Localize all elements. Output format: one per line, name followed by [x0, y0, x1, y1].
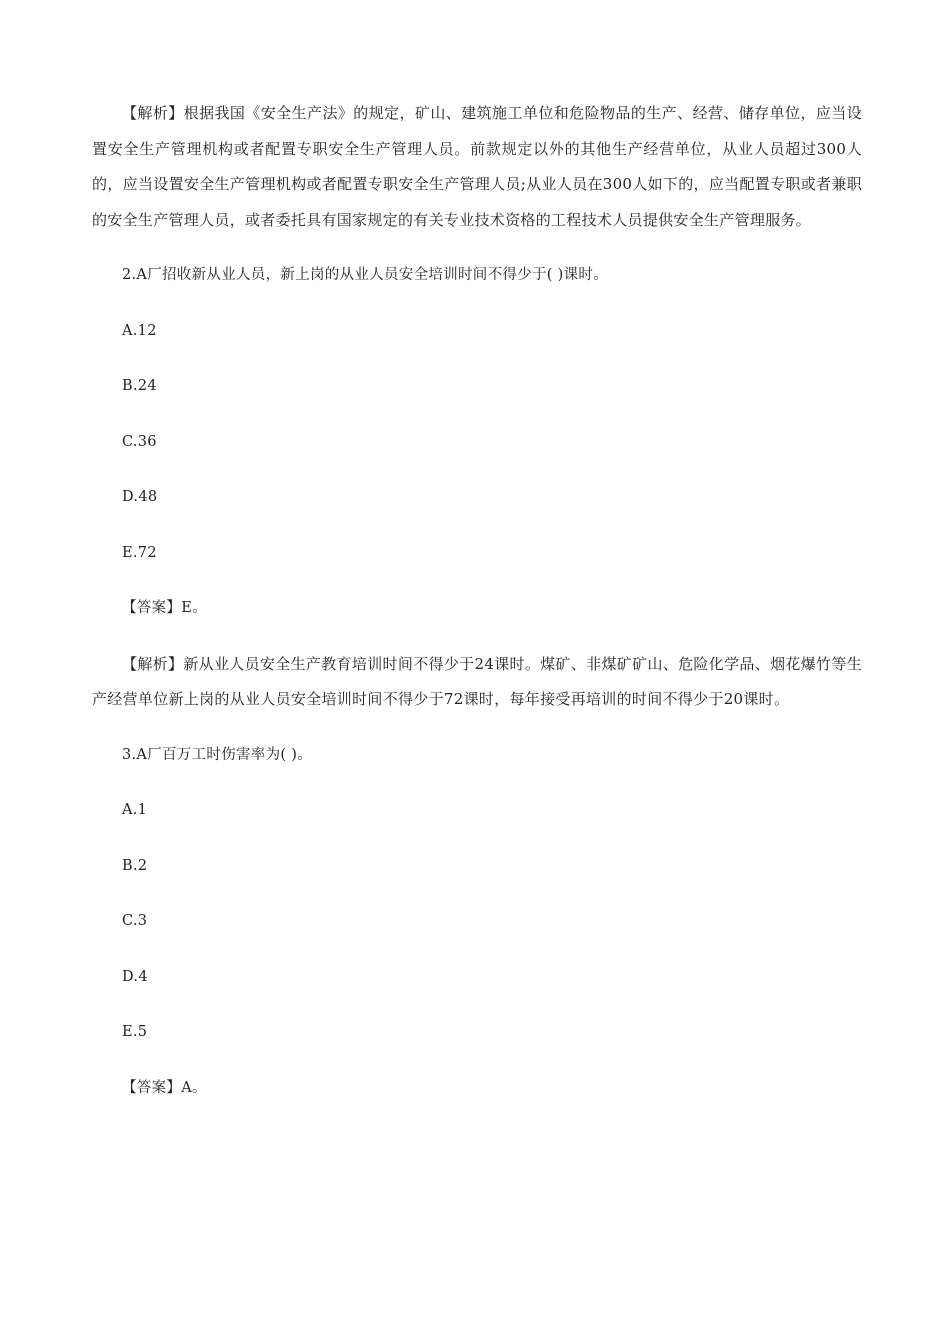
q2-option-c: C.36 — [122, 433, 157, 450]
q3-option-c: C.3 — [122, 913, 148, 929]
analysis-paragraph-q1: 【解析】根据我国《安全生产法》的规定，矿山、建筑施工单位和危险物品的生产、经营、储存单位，应当设置安全生产管理机构或者配置专职安全生产管理人员。前款规定以外的其他生产经营单位，从业人员超过300人的，应当设置安全生产管理机构或者配置专职安全生产管理人员;从业人员在300人如下的，应当配置专职或者兼职的安全生产管理人员，或者委托具有国家规定的有关专业技术资格的工程技术人员提供安全生产管理服务。 — [92, 104, 862, 229]
q3-option-d: D.4 — [122, 968, 148, 985]
document-page — [92, 96, 862, 1126]
q2-option-b: B.24 — [122, 378, 157, 394]
q2-answer: 【答案】E。 — [122, 600, 207, 616]
analysis-paragraph-q2: 【解析】新从业人员安全生产教育培训时间不得少于24课时。煤矿、非煤矿矿山、危险化学品、烟花爆竹等生产经营单位新上岗的从业人员安全培训时间不得少于72课时，每年接受再培训的时间不得少于20课时。 — [92, 654, 862, 708]
q2-option-a: A.12 — [122, 322, 157, 339]
q3-option-e: E.5 — [122, 1024, 148, 1040]
q3-option-a: A.1 — [122, 802, 148, 818]
q2-option-e: E.72 — [122, 544, 157, 561]
question-3: 3.A厂百万工时伤害率为( )。 — [122, 746, 313, 763]
q2-option-d: D.48 — [122, 489, 158, 505]
q3-answer: 【答案】A。 — [122, 1079, 207, 1096]
question-2: 2.A厂招收新从业人员，新上岗的从业人员安全培训时间不得少于( )课时。 — [122, 267, 609, 283]
q3-option-b: B.2 — [122, 857, 148, 874]
